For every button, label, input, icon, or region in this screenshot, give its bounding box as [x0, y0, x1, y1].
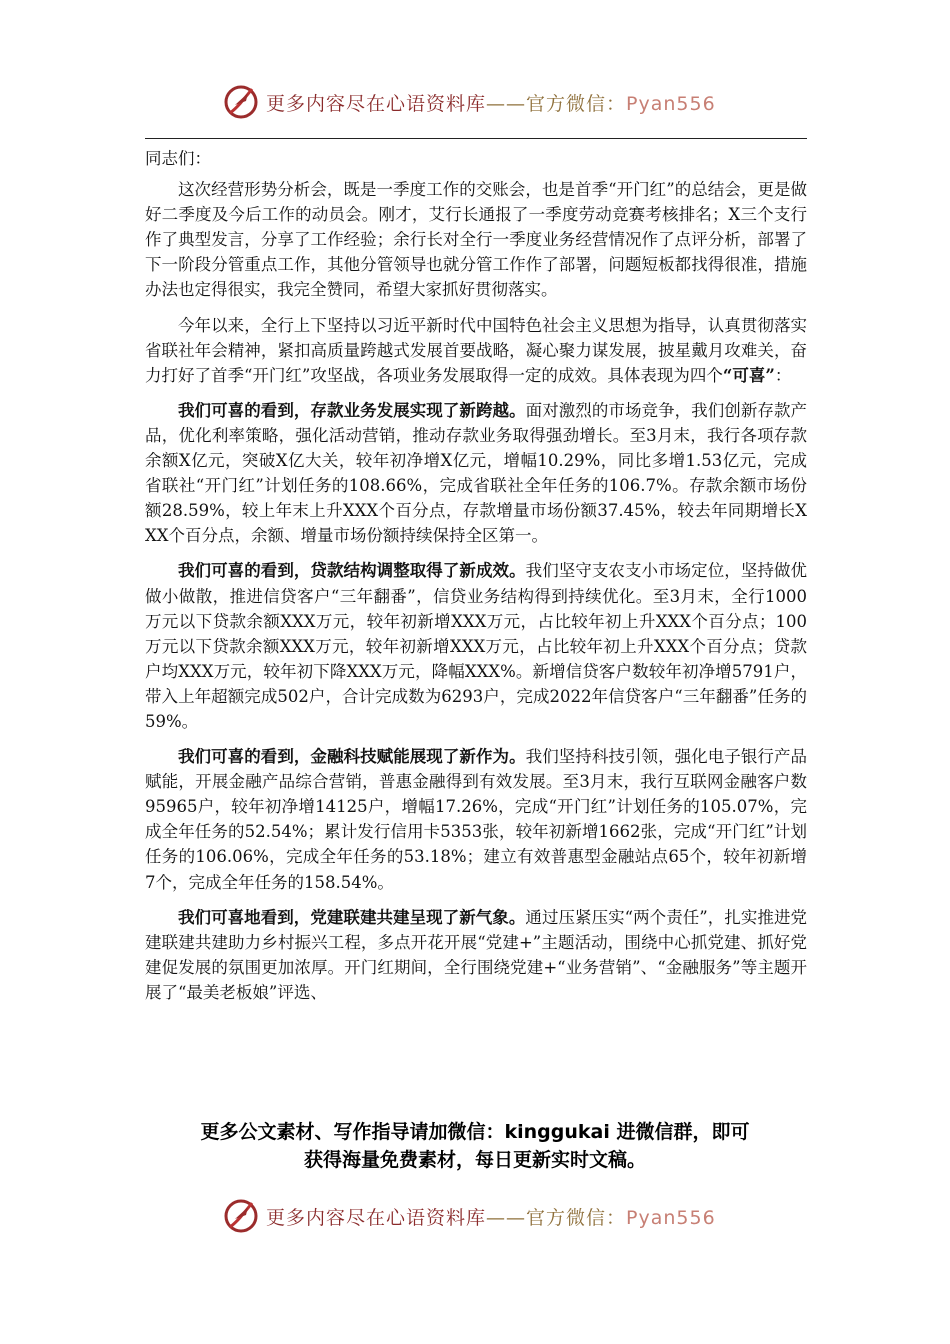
library-logo-icon [222, 1197, 260, 1235]
deposits-text: 面对激烈的市场竞争，我们创新存款产品，优化利率策略，强化活动营销，推动存款业务取得强劲增长。至3月末，我行各项存款余额X亿元，突破X亿大关，较年初净增X亿元，增幅10.29%，同比多增1.53亿元，完成省联社“开门红”计划任务的108.66%，完成省联社全年任务的106.7%。存款余额市场份额28.59%，较上年末上升XXX个百分点，存款增量市场份额37.45%，较去年同期增长XXX个百分点，余额、增量市场份额持续保持全区第一。 [145, 400, 808, 546]
fintech-heading: 我们可喜的看到，金融科技赋能展现了新作为。 [178, 747, 526, 767]
library-logo-icon [222, 83, 260, 121]
deposits-heading: 我们可喜的看到，存款业务发展实现了新跨越。 [178, 400, 526, 420]
document-body [145, 146, 807, 1015]
footer-brand: 更多内容尽在心语资料库 [266, 1206, 487, 1229]
paragraph-summary-text: 今年以来，全行上下坚持以习近平新时代中国特色社会主义思想为指导，认真贯彻落实省联社年会精神，紧扣高质量跨越式发展首要战略，凝心聚力谋发展，披星戴月攻难关，奋力打好了首季“开门红”攻坚战，各项业务发展取得一定的成效。具体表现为四个 [145, 315, 807, 385]
footer-wechat-id: Pyan556 [626, 1206, 716, 1229]
header-wechat-label: 官方微信： [526, 92, 627, 115]
header-brand: 更多内容尽在心语资料库 [266, 92, 487, 115]
footer-wechat-label: 官方微信： [526, 1206, 627, 1229]
salutation: 同志们： [145, 149, 211, 168]
footer-brand-text [266, 1203, 716, 1230]
paragraph-party [145, 905, 807, 1005]
header-dash: —— [486, 92, 527, 115]
promo-line-2: 获得海量免费素材，每日更新实时文稿。 [303, 1149, 646, 1171]
party-text: 通过压紧压实“两个责任”，扎实推进党建联建共建助力乡村振兴工程，多点开花开展“党建+”主题活动，围绕中心抓党建、抓好党建促发展的氛围更加浓厚。开门红期间，全行围绕党建+“业务营销”、“金融服务”等主题开展了“最美老板娘”评选、 [145, 907, 808, 1002]
paragraph-summary [145, 313, 807, 388]
party-heading: 我们可喜地看到，党建联建共建呈现了新气象。 [178, 907, 526, 927]
paragraph-fintech [145, 744, 807, 895]
paragraph-deposits [145, 398, 807, 549]
footer-dash: —— [486, 1206, 527, 1229]
header-logo [222, 82, 716, 122]
header-wechat-id: Pyan556 [626, 92, 716, 115]
header-divider [145, 138, 807, 139]
footer-logo [222, 1196, 716, 1236]
page-footer [0, 1192, 950, 1240]
loans-heading: 我们可喜的看到，贷款结构调整取得了新成效。 [178, 561, 526, 581]
loans-text: 我们坚守支农支小市场定位，坚持做优做小做散，推进信贷客户“三年翻番”，信贷业务结构得到持续优化。至3月末，全行1000万元以下贷款余额XXX万元，较年初新增XXX万元，占比较年初上升XXX个百分点；100万元以下贷款余额XXX万元，较年初新增XXX万元，占比较年初上升XXX个百分点；贷款户均XXX万元，较年初下降XXX万元，降幅XXX%。新增信贷客户数较年初净增5791户，带入上年超额完成502户，合计完成数为6293户，完成2022年信贷客户“三年翻番”任务的59%。 [145, 561, 808, 731]
paragraph-loans [145, 558, 807, 734]
page-header [0, 78, 950, 126]
fintech-text: 我们坚持科技引领，强化电子银行产品赋能，开展金融产品综合营销，普惠金融得到有效发展。至3月末，我行互联网金融客户数95965户，较年初净增14125户，增幅17.26%，完成“开门红”计划任务的105.07%，完成全年任务的52.54%；累计发行信用卡5353张，较年初新增1662张，完成“开门红”计划任务的106.06%，完成全年任务的53.18%；建立有效普惠型金融站点65个，较年初新增7个，完成全年任务的158.54%。 [145, 747, 808, 892]
paragraph-intro: 这次经营形势分析会，既是一季度工作的交账会，也是首季“开门红”的总结会，更是做好二季度及今后工作的动员会。刚才，艾行长通报了一季度劳动竞赛考核排名；X三个支行作了典型发言，分享了工作经验；余行长对全行一季度业务经营情况作了点评分析，部署了下一阶段分管重点工作，其他分管领导也就分管工作作了部署，问题短板都找得很准，措施办法也定得很实，我完全赞同，希望大家抓好贯彻落实。 [145, 180, 807, 300]
paragraph-summary-end: ： [774, 365, 792, 385]
promo-banner [120, 1118, 830, 1174]
header-brand-text [266, 89, 716, 116]
promo-line-1: 更多公文素材、写作指导请加微信：kinggukai 进微信群，即可 [200, 1121, 750, 1143]
paragraph-summary-bold: “可喜” [722, 365, 775, 385]
